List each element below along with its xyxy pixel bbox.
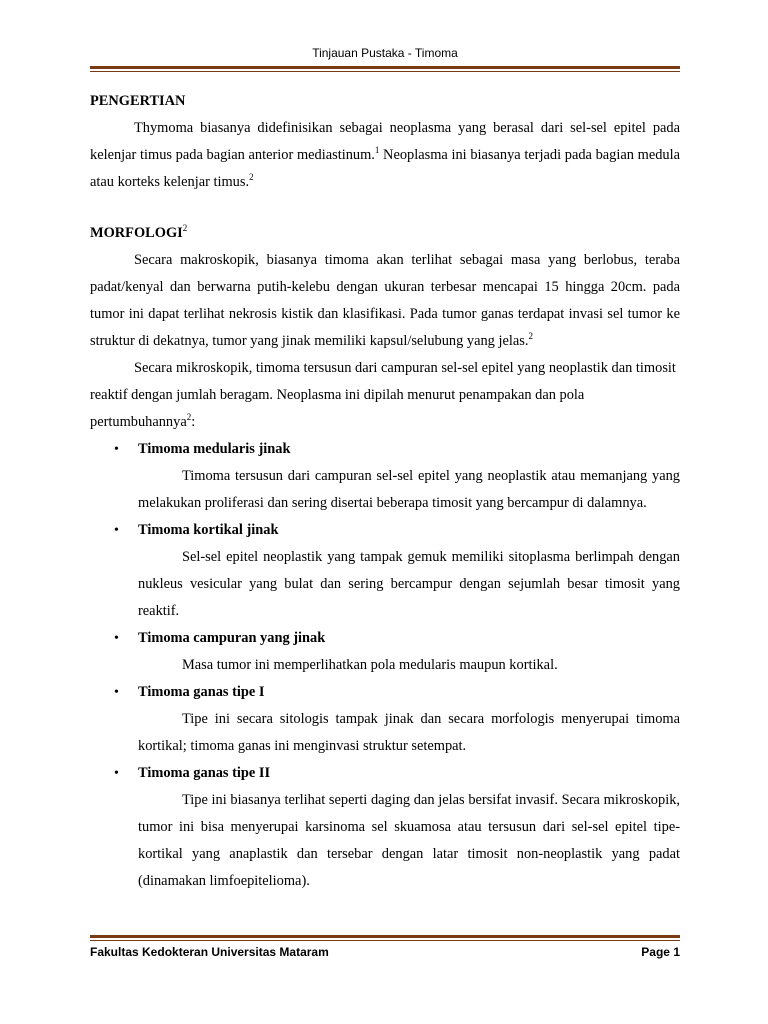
footer-rule	[90, 935, 680, 941]
list-item	[90, 760, 680, 895]
list-item-description: Masa tumor ini memperlihatkan pola medularis maupun kortikal.	[182, 657, 558, 673]
paragraph-text: Neoplasma ini biasanya terjadi pada bagian medula atau korteks kelenjar timus.	[90, 147, 680, 190]
footnote-ref: 2	[528, 331, 533, 342]
list-item-description: Tipe ini secara sitologis tampak jinak dan secara morfologis menyerupai timoma kortikal; timoma ganas ini menginvasi struktur setempat.	[138, 711, 680, 754]
list-item-title: • Timoma campuran yang jinak	[138, 630, 326, 646]
paragraph-makroskopik	[90, 247, 680, 355]
list-item	[90, 625, 680, 679]
paragraph-pengertian	[90, 115, 680, 196]
header-rule	[90, 66, 680, 72]
document-body	[90, 88, 680, 895]
list-item	[90, 517, 680, 625]
footnote-ref: 2	[249, 172, 254, 183]
paragraph-mikroskopik	[90, 355, 680, 436]
list-item-title: • Timoma medularis jinak	[138, 441, 291, 457]
list-item-description: Sel-sel epitel neoplastik yang tampak gemuk memiliki sitoplasma berlimpah dengan nukleus vesicular yang bulat dan sering bercampur dengan sejumlah besar timosit yang reaktif.	[138, 549, 680, 619]
list-item-title: • Timoma kortikal jinak	[138, 522, 279, 538]
list-item	[90, 436, 680, 517]
footer-institution: Fakultas Kedokteran Universitas Mataram	[90, 945, 329, 959]
heading-text: MORFOLOGI	[90, 225, 183, 241]
paragraph-text: :	[191, 414, 196, 430]
footnote-ref: 2	[182, 223, 188, 234]
list-item-description: Timoma tersusun dari campuran sel-sel epitel yang neoplastik atau memanjang yang melakukan proliferasi dan sering disertai beberapa timosit yang bercampur di dalamnya.	[138, 468, 680, 511]
running-footer	[90, 945, 680, 959]
footnote-ref: 1	[374, 145, 380, 156]
list-item	[90, 679, 680, 760]
page-number: Page 1	[641, 945, 680, 959]
section-heading-pengertian: PENGERTIAN	[90, 93, 186, 109]
paragraph-text: Thymoma biasanya didefinisikan sebagai neoplasma yang berasal dari sel-sel epitel pada kelenjar timus pada bagian anterior mediastinum.	[90, 120, 680, 163]
thymoma-types-list	[90, 436, 680, 895]
list-item-title: • Timoma ganas tipe I	[138, 684, 265, 700]
paragraph-text: Secara mikroskopik, timoma tersusun dari campuran sel-sel epitel yang neoplastik dan timosit reaktif dengan jumlah beragam. Neoplasma ini dipilah menurut penampakan dan pola pertumbuhannya	[90, 360, 676, 430]
paragraph-text: Secara makroskopik, biasanya timoma akan terlihat sebagai masa yang berlobus, teraba padat/kenyal dan berwarna putih-kelebu dengan ukuran terbesar mencapai 15 hingga 20cm. pada tumor ini dapat terlihat nekrosis kistik dan klasifikasi. Pada tumor ganas terdapat invasi sel tumor ke struktur di dekatnya, tumor yang jinak memiliki kapsul/selubung yang jelas.	[90, 252, 680, 349]
footnote-ref: 2	[186, 412, 192, 423]
running-header: Tinjauan Pustaka - Timoma	[312, 46, 458, 60]
section-heading-morfologi	[90, 220, 680, 247]
list-item-description: Tipe ini biasanya terlihat seperti daging dan jelas bersifat invasif. Secara mikroskopik, tumor ini bisa menyerupai karsinoma sel skuamosa atau tersusun dari sel-sel epitel tipe-kortikal yang anaplastik dan tersebar dengan latar timosit non-neoplastik yang padat (dinamakan limfoepitelioma).	[138, 792, 680, 889]
list-item-title: • Timoma ganas tipe II	[138, 765, 271, 781]
